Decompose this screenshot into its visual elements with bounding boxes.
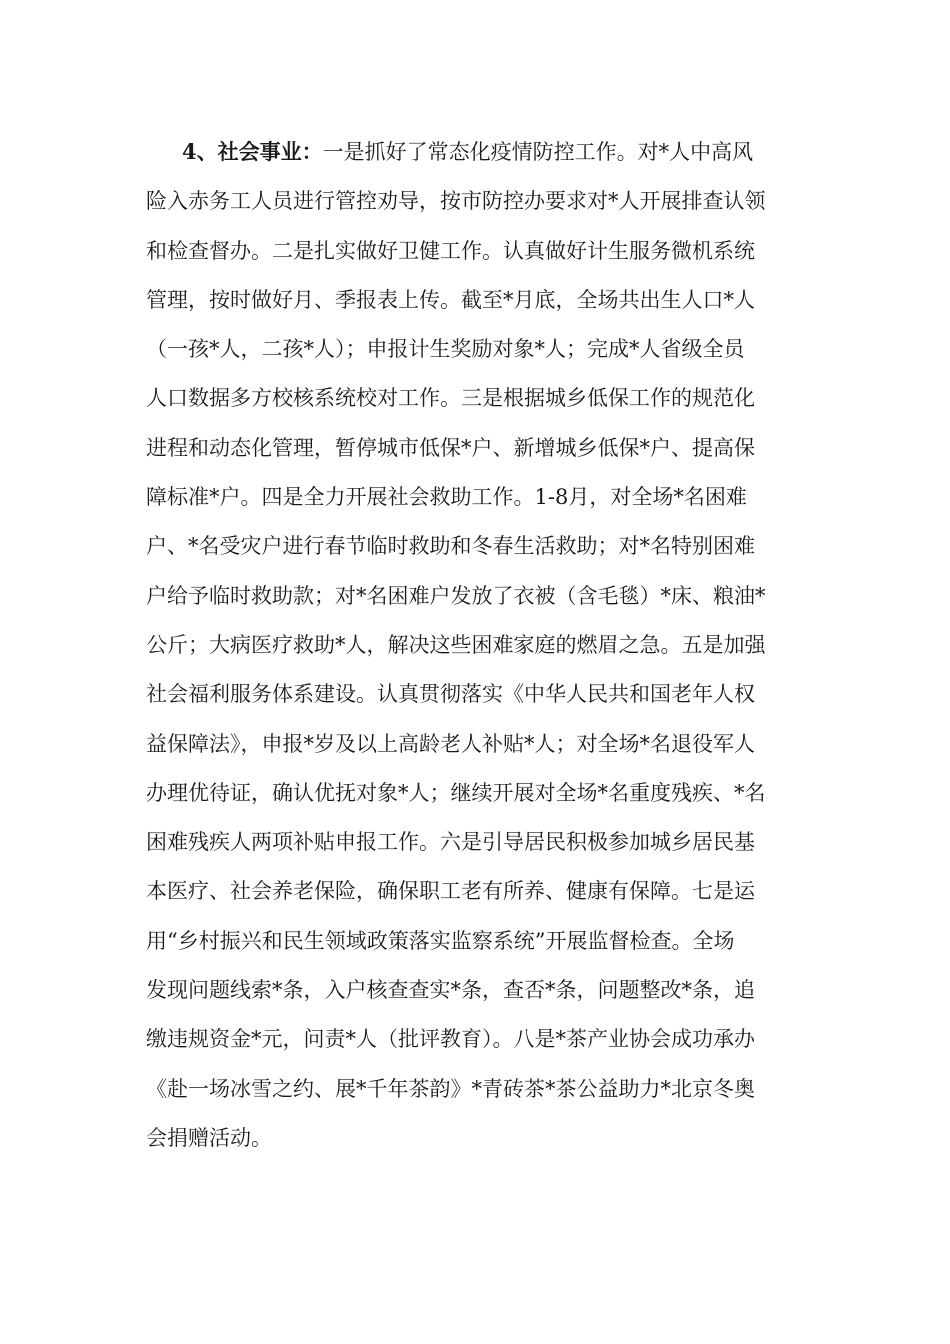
paragraph-line: 发现问题线索*条，入户核查查实*条，查否*条，问题整改*条，追 [146,978,755,1003]
paragraph-line: 会捐赠活动。 [146,1125,272,1150]
paragraph-line-1 [146,134,806,183]
section-heading: 4、社会事业： [182,139,323,164]
paragraph-line: 户给予临时救助款；对*名困难户发放了衣被（含毛毯）*床、粮油* [146,583,766,608]
paragraph-line: 本医疗、社会养老保险，确保职工老有所养、健康有保障。七是运 [146,879,755,904]
paragraph-line: （一孩*人，二孩*人）；申报计生奖励对象*人；完成*人省级全员 [146,337,745,362]
paragraph-text: 一是抓好了常态化疫情防控工作。对*人中高风 [322,140,754,164]
paragraph-line: 办理优待证，确认优抚对象*人；继续开展对全场*名重度残疾、*名 [146,780,766,805]
paragraph-line: 社会福利服务体系建设。认真贯彻落实《中华人民共和国老年人权 [146,682,755,707]
paragraph-line: 险入赤务工人员进行管控劝导，按市防控办要求对*人开展排查认领 [146,189,766,214]
paragraph-line: 进程和动态化管理，暂停城市低保*户、新增城乡低保*户、提高保 [146,435,755,460]
paragraph-line: 用“乡村振兴和民生领域政策落实监察系统”开展监督检查。全场 [146,928,735,953]
paragraph-line: 户、*名受灾户进行春节临时救助和冬春生活救助；对*名特别困难 [146,534,755,559]
paragraph-line: 管理，按时做好月、季报表上传。截至*月底，全场共出生人口*人 [146,287,755,312]
paragraph-line: 《赴一场冰雪之约、展*千年茶韵》*青砖茶*茶公益助力*北京冬奥 [146,1076,755,1101]
paragraph-line: 益保障法》，申报*岁及以上高龄老人补贴*人；对全场*名退役军人 [146,731,755,756]
paragraph-line: 人口数据多方校核系统校对工作。三是根据城乡低保工作的规范化 [146,386,755,411]
paragraph-line: 困难残疾人两项补贴申报工作。六是引导居民积极参加城乡居民基 [146,830,755,855]
paragraph-line: 缴违规资金*元，问责*人（批评教育）。八是*茶产业协会成功承办 [146,1027,755,1052]
paragraph-social-affairs [146,134,806,1169]
paragraph-line: 和检查督办。二是扎实做好卫健工作。认真做好计生服务微机系统 [146,238,755,263]
paragraph-line: 障标准*户。四是全力开展社会救助工作。1-8月，对全场*名困难 [146,485,747,510]
paragraph-line: 公斤；大病医疗救助*人，解决这些困难家庭的燃眉之急。五是加强 [146,632,766,657]
